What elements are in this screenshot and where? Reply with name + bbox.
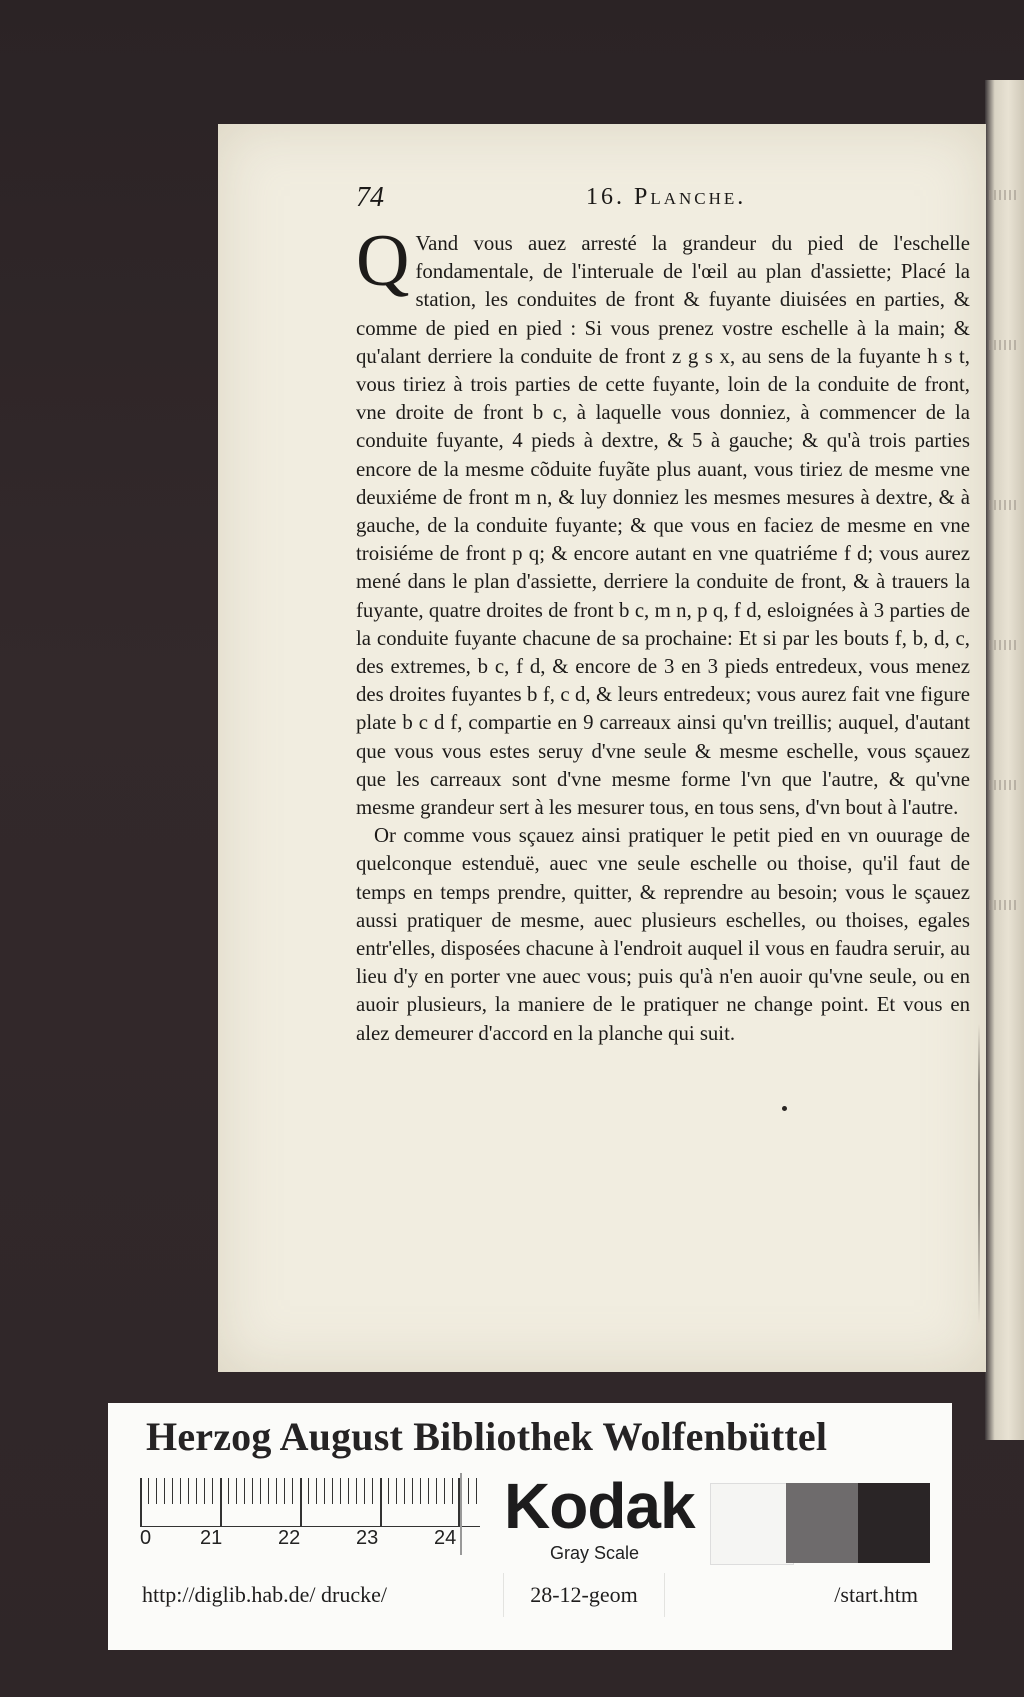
url-prefix: http://diglib.hab.de/ drucke/	[142, 1582, 388, 1607]
bleed-through-mark	[989, 340, 1019, 350]
drop-cap: Q	[356, 220, 410, 302]
ruler-tick	[380, 1478, 382, 1526]
book-page	[218, 124, 986, 1372]
ruler-frame	[460, 1473, 462, 1555]
bleed-through-mark	[989, 190, 1019, 200]
gray-scale-label: Gray Scale	[550, 1543, 640, 1563]
gray-swatch-black	[858, 1483, 930, 1563]
body-text	[356, 220, 970, 1048]
kodak-color-bar	[108, 1403, 952, 1650]
gray-swatch-mid	[786, 1483, 858, 1563]
document-id: 28-12-geom	[503, 1573, 665, 1617]
adjacent-page-edge	[985, 80, 1024, 1440]
ruler-tick	[140, 1478, 142, 1526]
gray-swatch-white	[710, 1483, 794, 1565]
ruler-label: 22	[278, 1527, 301, 1549]
page-number: 74	[356, 182, 384, 213]
ruler-labels	[140, 1527, 480, 1555]
paragraph	[356, 220, 970, 822]
page-header	[356, 182, 956, 222]
bleed-through-mark	[989, 780, 1019, 790]
ruler-tick	[300, 1478, 302, 1526]
paragraph	[356, 822, 970, 1048]
ruler-label: 24	[434, 1527, 457, 1549]
measurement-ruler	[140, 1478, 480, 1527]
paragraph-text: Vand vous auez arresté la grandeur du pied de l'eschelle fondamentale, de l'interuale de l'œil au plan d'assiette; Placé la station, les conduites de front & fuyante diuisées en parties, & comme de pied en pied : Si vous prenez vostre eschelle à la main; & qu'alant derriere la conduite de front z g s x, au sens de la fuyante h s t, vous tiriez à trois parties de cette fuyante, loin de la conduite de front, vne droite de front b c, à laquelle vous donniez, à commencer de la conduite fuyante, 4 pieds à dextre, & 5 à gauche; & qu'à trois parties encore de la mesme cõduite fuyãte plus auant, vous tiriez de mesme vne deuxiéme de front m n, & luy donniez les mesmes mesures à dextre, & à gauche, de la conduite fuyante; & que vous en faciez de mesme en vne troisiéme de front p q; & encore autant en vne quatriéme f d; vous aurez mené dans le plan d'assiette, derriere la conduite de front, & à trauers la fuyante, quatre droites de front b c, m n, p q, f d, esloignées à 3 parties de la conduite fuyante chacune de sa prochaine: Et si par les bouts f, b, d, c, des extremes, b c, f d, & encore de 3 en 3 pieds entredeux, vous menez des droites fuyantes b f, c d, & leurs entredeux; vous aurez fait vne figure plate b c d f, compartie en 9 carreaux ainsi qu'vn treillis; auquel, d'autant que vous vous estes seruy d'vne seule & mesme eschelle, vous sçauez que les carreaux sont d'vne mesme forme l'vn que l'autre, & qu'vne mesme grandeur sert à les mesurer tous, en tous sens, d'vn bout à l'autre.	[356, 232, 970, 820]
ruler-label: 21	[200, 1527, 223, 1549]
bleed-through-mark	[989, 500, 1019, 510]
bleed-through-mark	[989, 900, 1019, 910]
ruler-label: 23	[356, 1527, 379, 1549]
kodak-logo: Kodak	[504, 1470, 695, 1542]
plate-title: 16. Planche.	[586, 184, 747, 210]
ruler-tick	[220, 1478, 222, 1526]
ink-speck	[782, 1106, 787, 1111]
ruler-label: 0	[140, 1527, 152, 1549]
bleed-through-mark	[989, 640, 1019, 650]
library-name: Herzog August Bibliothek Wolfenbüttel	[146, 1414, 828, 1459]
url-suffix: /start.htm	[834, 1582, 918, 1607]
paragraph-text: Or comme vous sçauez ainsi pratiquer le petit pied en vn ouurage de quelconque estenduë, auec vne seule eschelle ou thoise, qu'il faut de temps en temps prendre, quitter, & reprendre au besoin; vous le sçauez aussi pratiquer de mesme, auec plusieurs eschelles, ou thoises, egales entr'elles, disposées chacune à l'endroit auquel il vous en faudra seruir, au lieu d'y en porter vne auec vous; puis qu'à n'en auoir qu'vne seule, ou en auoir plusieurs, la maniere de le pratiquer ne change point. Et vous en alez demeurer d'accord en la planche qui suit.	[356, 824, 970, 1045]
page-gutter-shadow	[978, 1024, 980, 1324]
